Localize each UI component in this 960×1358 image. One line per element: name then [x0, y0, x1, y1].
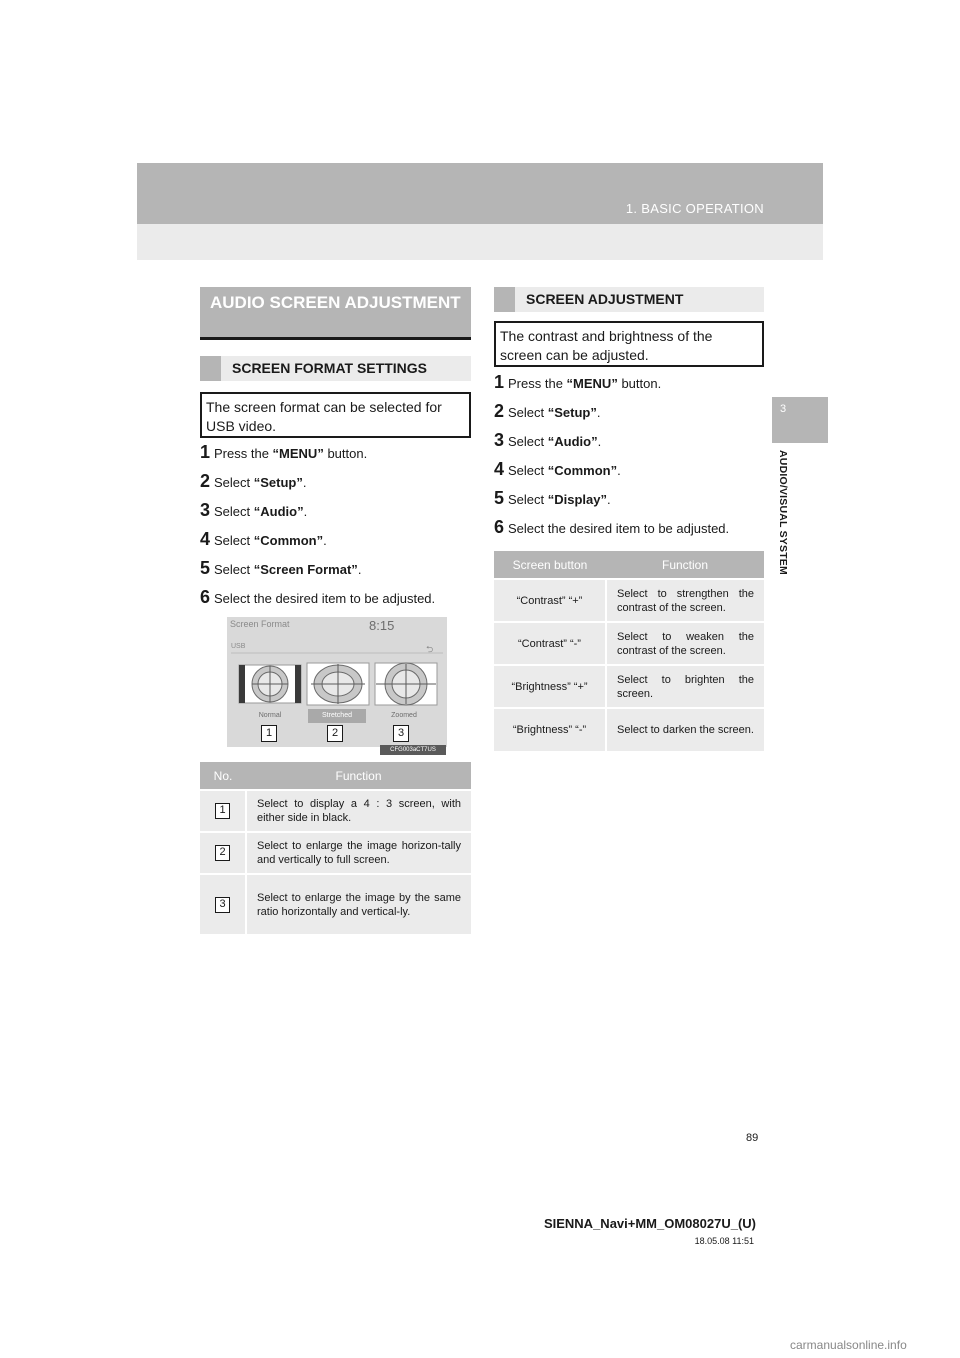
screen-adjustment-intro-box: The contrast and brightness of the screen can be adjusted. — [494, 321, 764, 367]
step-number: 1 — [200, 442, 211, 462]
step-text-end: . — [303, 504, 308, 519]
screen-format-table — [200, 762, 471, 934]
step-bold-text: “Screen Format” — [253, 562, 358, 577]
step-number: 5 — [200, 558, 211, 578]
audio-screen-adjustment-heading: AUDIO SCREEN ADJUSTMENT — [200, 287, 471, 340]
step-item — [200, 496, 475, 525]
image-code-label: CFG003aCT7US — [380, 745, 446, 755]
step-item — [494, 513, 769, 542]
section-header: 1. BASIC OPERATION — [625, 201, 764, 216]
step-number: 6 — [494, 517, 505, 537]
table-row — [200, 832, 471, 874]
subheading-marker — [494, 287, 515, 312]
step-text: Select — [508, 405, 548, 420]
footer-document-id: SIENNA_Navi+MM_OM08027U_(U) — [543, 1216, 756, 1231]
chapter-side-label — [772, 450, 794, 610]
screenshot-clock: 8:15 — [369, 618, 395, 633]
step-text-end: . — [357, 562, 362, 577]
step-item — [494, 455, 769, 484]
step-number: 2 — [494, 401, 505, 421]
chapter-title: AUDIO/VISUAL SYSTEM — [777, 450, 789, 575]
step-text-end: . — [607, 492, 611, 507]
step-bold-text: “Audio” — [253, 504, 304, 519]
step-text-end: . — [597, 434, 602, 449]
step-number: 6 — [200, 587, 211, 607]
row-index-cell — [200, 790, 246, 832]
normal-option-button[interactable]: Normal — [258, 712, 282, 719]
step-number: 2 — [200, 471, 211, 491]
step-text: Select — [508, 434, 548, 449]
row-function: Select to weaken the contrast of the screen. — [606, 622, 764, 665]
step-text: Select — [214, 504, 254, 519]
screen-adjustment-subheading — [494, 287, 764, 312]
step-bold-text: “Display” — [547, 492, 608, 507]
step-bold-text: “MENU” — [566, 376, 618, 391]
step-item — [200, 438, 475, 467]
step-item — [200, 467, 475, 496]
step-text: Select — [508, 463, 548, 478]
row-function: Select to darken the screen. — [606, 708, 764, 751]
step-number: 3 — [200, 500, 211, 520]
column-header-function: Function — [246, 762, 471, 790]
stretched-pattern — [307, 663, 369, 705]
row-function: Select to strengthen the contrast of the screen. — [606, 579, 764, 622]
normal-pattern — [239, 665, 301, 703]
screen-format-intro-box: The screen format can be selected for USB video. — [200, 392, 471, 438]
step-text-end: button. — [323, 446, 368, 461]
callout-1: 1 — [261, 725, 277, 742]
step-bold-text: “Audio” — [547, 434, 598, 449]
step-item — [200, 525, 475, 554]
table-header-row — [494, 551, 764, 579]
screenshot-source: USB — [231, 643, 246, 650]
step-text: Select the desired item to be adjusted. — [508, 521, 730, 536]
screenshot-title: Screen Format — [230, 619, 290, 629]
table-row — [494, 708, 764, 751]
row-screen-button: “Contrast” “+” — [494, 579, 606, 622]
step-bold-text: “Setup” — [253, 475, 303, 490]
row-function: Select to enlarge the image horizon-tally and vertically to full screen. — [246, 832, 471, 874]
subheading-text: SCREEN ADJUSTMENT — [526, 291, 684, 307]
step-text: Select the desired item to be adjusted. — [214, 591, 436, 606]
zoomed-option-button[interactable]: Zoomed — [391, 712, 417, 719]
step-text-end: . — [323, 533, 327, 548]
row-index-cell — [200, 874, 246, 934]
row-screen-button: “Brightness” “-” — [494, 708, 606, 751]
footer-timestamp: 18.05.08 11:51 — [694, 1236, 754, 1246]
table-row — [200, 790, 471, 832]
step-text-end: button. — [617, 376, 662, 391]
step-text: Select — [214, 533, 254, 548]
step-number: 3 — [494, 430, 505, 450]
step-text: Press the — [214, 446, 273, 461]
row-screen-button: “Brightness” “+” — [494, 665, 606, 708]
step-number: 5 — [494, 488, 505, 508]
row-index: 3 — [215, 897, 230, 913]
column-header-screen-button: Screen button — [494, 551, 606, 579]
table-row — [494, 579, 764, 622]
zoomed-pattern — [375, 663, 437, 705]
step-bold-text: “MENU” — [272, 446, 324, 461]
step-bold-text: “Common” — [547, 463, 618, 478]
table-row — [494, 665, 764, 708]
step-text-end: . — [617, 463, 621, 478]
table-row — [200, 874, 471, 934]
chapter-number: 3 — [780, 403, 787, 415]
row-function: Select to brighten the screen. — [606, 665, 764, 708]
screen-adjustment-steps — [494, 368, 769, 542]
callout-3: 3 — [393, 725, 409, 742]
step-text-end: . — [596, 405, 601, 420]
column-header-function: Function — [606, 551, 764, 579]
table-header-row — [200, 762, 471, 790]
step-item — [494, 368, 769, 397]
row-index: 2 — [215, 845, 230, 861]
step-bold-text: “Setup” — [547, 405, 597, 420]
subheading-marker — [200, 356, 221, 381]
stretched-option-button[interactable]: Stretched — [308, 709, 366, 723]
step-number: 4 — [494, 459, 505, 479]
watermark: carmanualsonline.info — [790, 1338, 907, 1352]
screen-format-settings-subheading — [200, 356, 471, 381]
back-arrow-icon: ⮌ — [426, 644, 434, 654]
step-text: Select — [508, 492, 548, 507]
row-screen-button: “Contrast” “-” — [494, 622, 606, 665]
screen-adjustment-table — [494, 551, 764, 751]
row-index: 1 — [215, 803, 230, 819]
table-row — [494, 622, 764, 665]
step-item — [494, 484, 769, 513]
page-number: 89 — [746, 1132, 759, 1144]
step-text-end: . — [302, 475, 307, 490]
step-text: Select — [214, 562, 254, 577]
step-item — [494, 397, 769, 426]
row-function: Select to display a 4 : 3 screen, with either side in black. — [246, 790, 471, 832]
step-number: 4 — [200, 529, 211, 549]
row-function: Select to enlarge the image by the same ratio horizontally and vertical-ly. — [246, 874, 471, 934]
column-header-no: No. — [200, 762, 246, 790]
screen-format-steps — [200, 438, 475, 612]
step-text: Press the — [508, 376, 567, 391]
screen-format-screenshot — [227, 617, 447, 747]
subheading-text: SCREEN FORMAT SETTINGS — [232, 360, 427, 376]
callout-2: 2 — [327, 725, 343, 742]
step-text: Select — [214, 475, 254, 490]
step-bold-text: “Common” — [253, 533, 324, 548]
step-item — [494, 426, 769, 455]
row-index-cell — [200, 832, 246, 874]
step-number: 1 — [494, 372, 505, 392]
step-item — [200, 583, 475, 612]
step-item — [200, 554, 475, 583]
